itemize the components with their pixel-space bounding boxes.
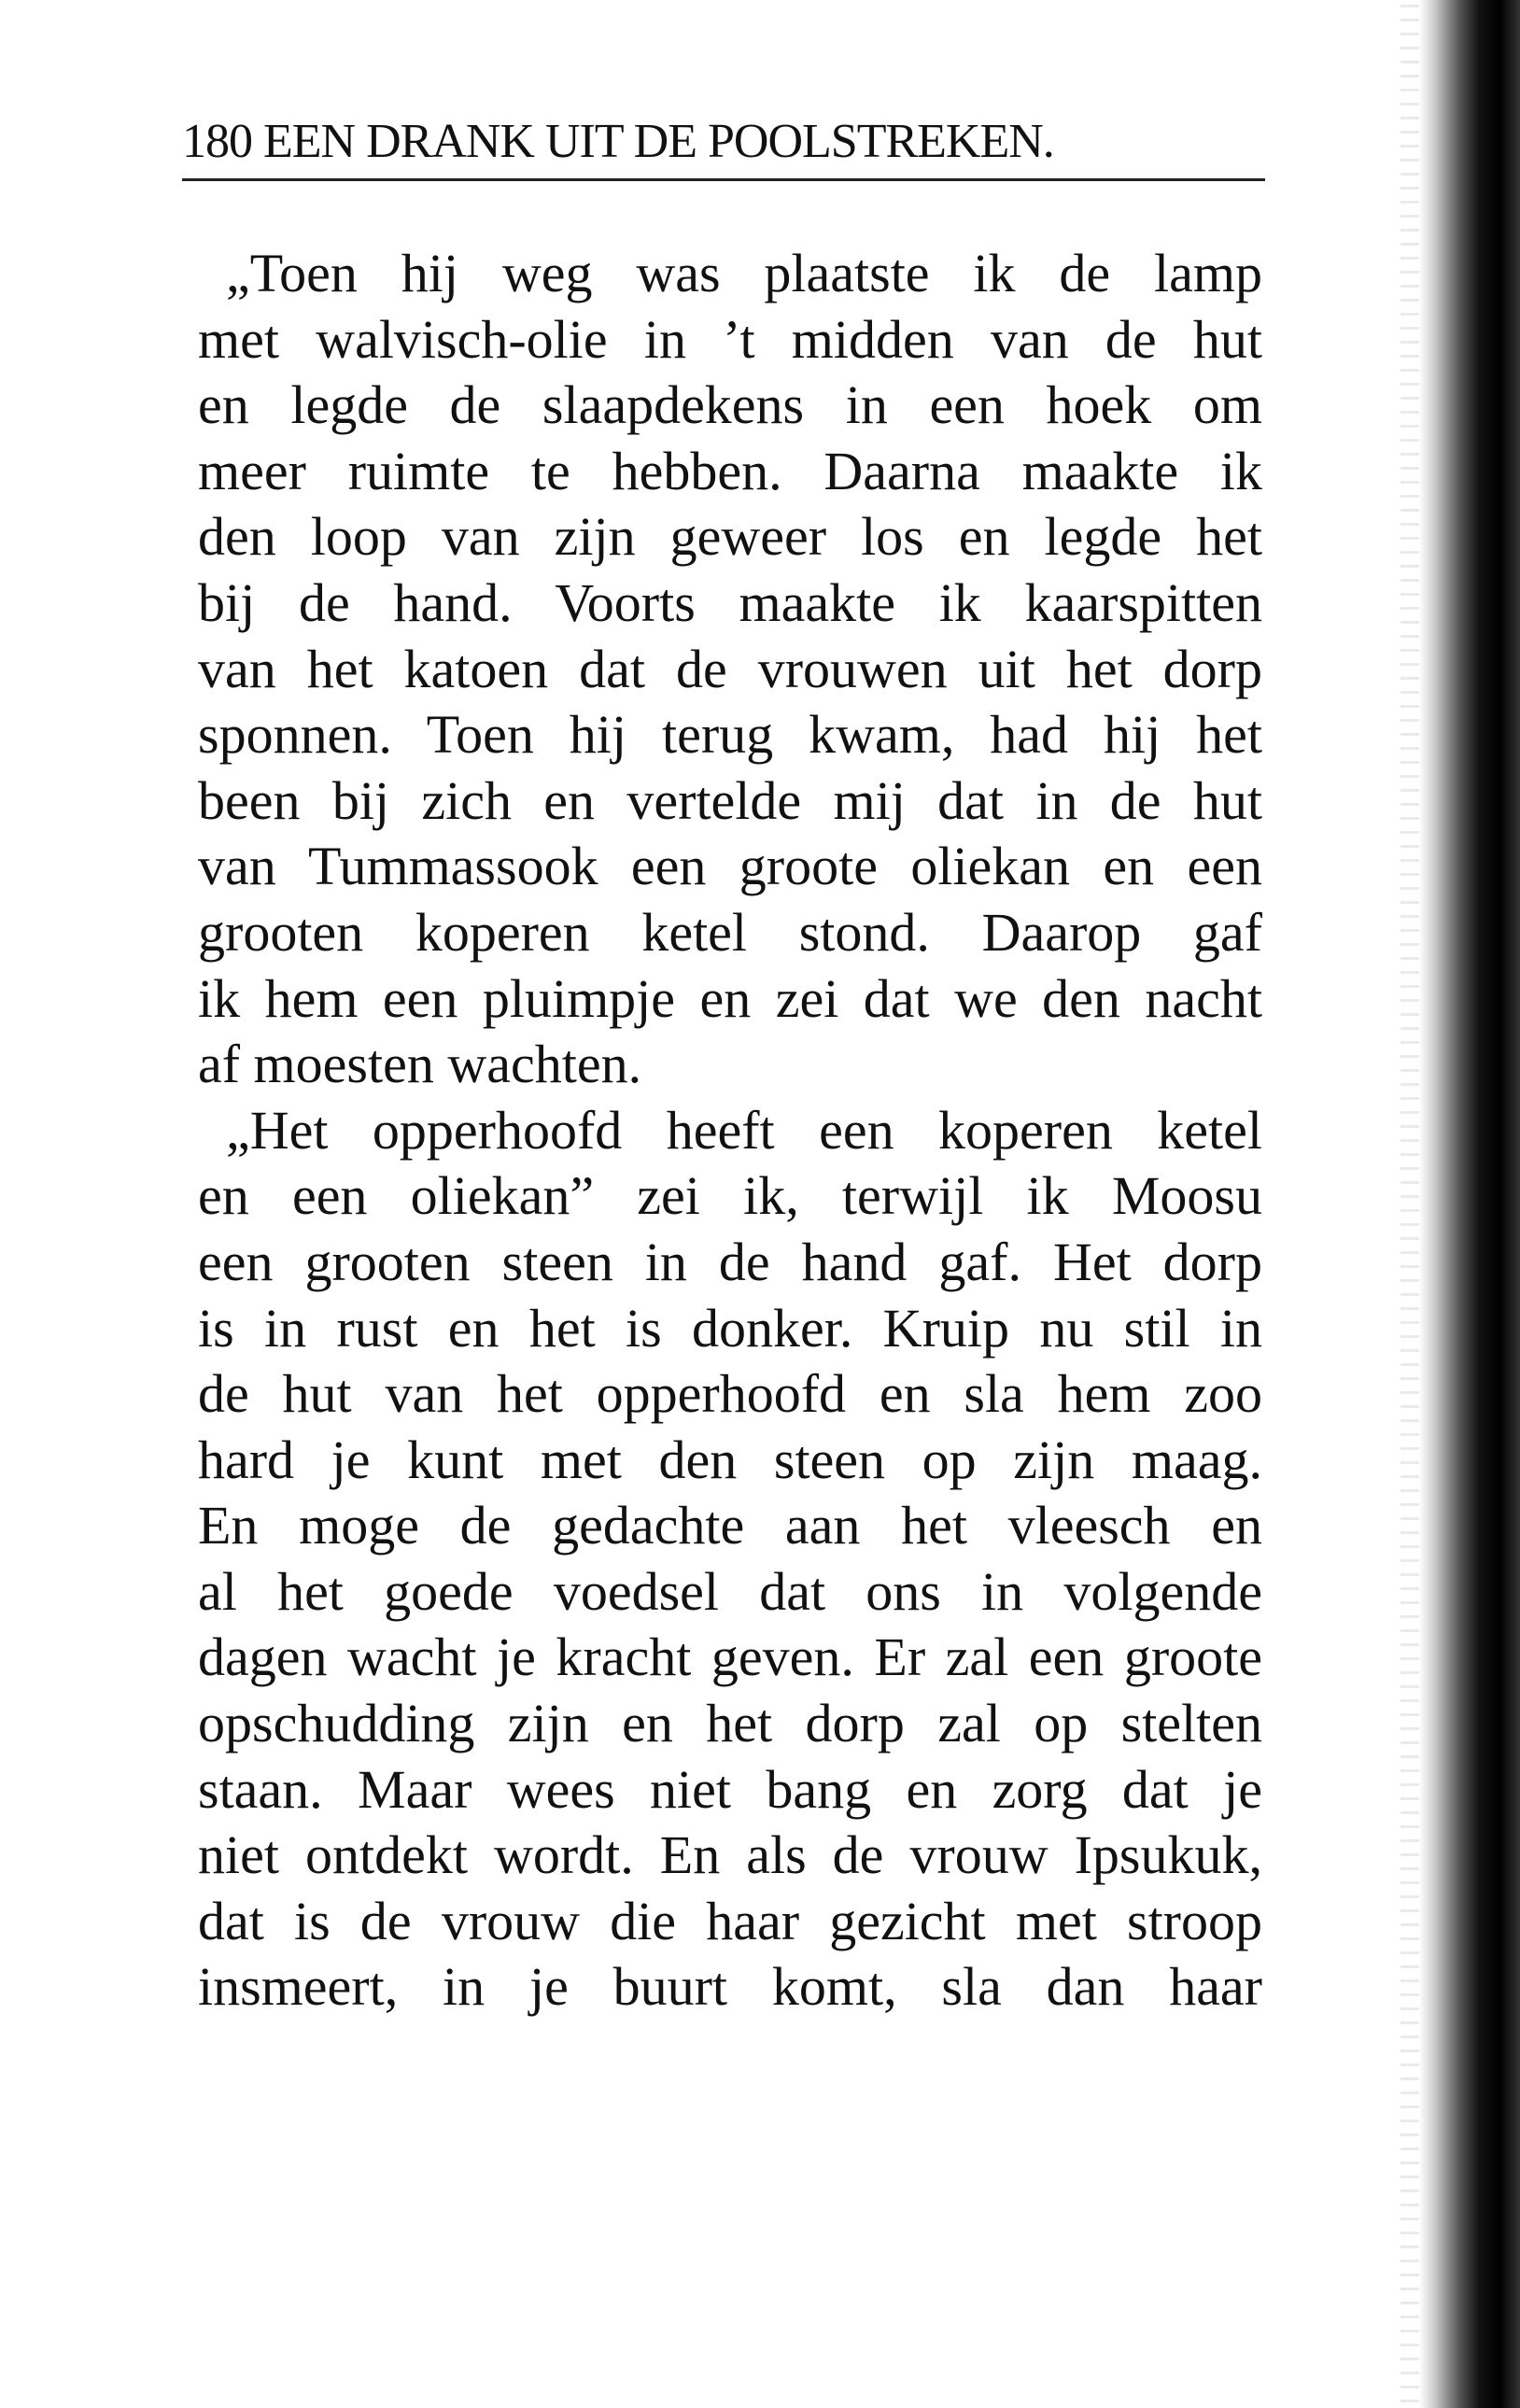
- text-line: van het katoen dat de vrouwen uit het dorp: [198, 638, 1262, 699]
- text-line: een grooten steen in de hand gaf. Het dorp: [198, 1231, 1262, 1292]
- text-line: meer ruimte te hebben. Daarna maakte ik: [198, 440, 1262, 501]
- body-text: [198, 241, 1262, 2021]
- text-line: den loop van zijn geweer los en legde het: [198, 506, 1262, 568]
- text-line: af moesten wachten.: [198, 1034, 642, 1095]
- text-line: dat is de vrouw die haar gezicht met stroop: [198, 1890, 1262, 1951]
- book-spine-edge: [1419, 0, 1520, 2408]
- text-line: de hut van het opperhoofd en sla hem zoo: [198, 1363, 1262, 1425]
- text-line: met walvisch-olie in ’t midden van de hut: [198, 308, 1262, 370]
- text-line: sponnen. Toen hij terug kwam, had hij het: [198, 704, 1262, 766]
- text-line: insmeert, in je buurt komt, sla dan haar: [198, 1956, 1262, 2018]
- text-line: En moge de gedachte aan het vleesch en: [198, 1495, 1262, 1556]
- text-line: en legde de slaapdekens in een hoek om: [198, 374, 1262, 436]
- text-line: opschudding zijn en het dorp zal op stelten: [198, 1693, 1262, 1754]
- header-rule: [182, 178, 1265, 181]
- page-number: 180: [182, 115, 252, 168]
- text-line: ik hem een pluimpje en zei dat we den nacht: [198, 967, 1262, 1029]
- text-line: hard je kunt met den steen op zijn maag.: [198, 1429, 1262, 1490]
- text-line: is in rust en het is donker. Kruip nu stil in: [198, 1297, 1262, 1359]
- text-line: niet ontdekt wordt. En als de vrouw Ipsukuk,: [198, 1824, 1262, 1886]
- text-line: been bij zich en vertelde mij dat in de hut: [198, 769, 1262, 831]
- text-line: dagen wacht je kracht geven. Er zal een groote: [198, 1626, 1262, 1688]
- text-line: bij de hand. Voorts maakte ik kaarspitten: [198, 571, 1262, 633]
- running-header: [182, 114, 1054, 169]
- text-line: en een oliekan” zei ik, terwijl ik Moosu: [198, 1165, 1262, 1227]
- text-line: al het goede voedsel dat ons in volgende: [198, 1560, 1262, 1622]
- text-line: grooten koperen ketel stond. Daarop gaf: [198, 901, 1262, 963]
- text-line: „Toen hij weg was plaatste ik de lamp: [226, 243, 1262, 303]
- running-title: EEN DRANK UIT DE POOLSTREKEN.: [263, 115, 1054, 168]
- text-line: staan. Maar wees niet bang en zorg dat je: [198, 1758, 1262, 1820]
- text-line: van Tummassook een groote oliekan en een: [198, 836, 1262, 897]
- text-line: „Het opperhoofd heeft een koperen ketel: [226, 1099, 1262, 1161]
